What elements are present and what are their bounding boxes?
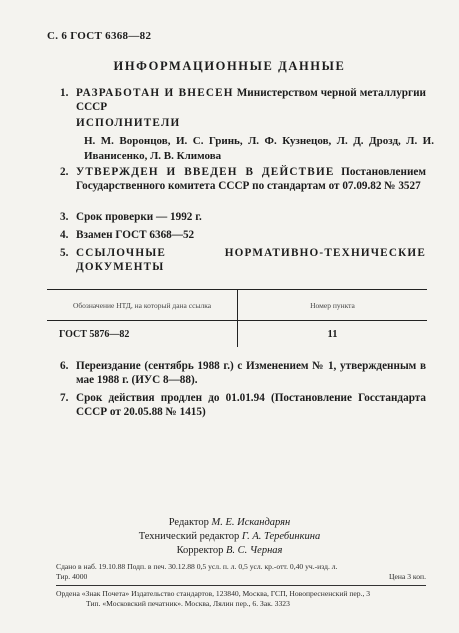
references-table bbox=[47, 289, 427, 347]
editor-line bbox=[0, 544, 459, 558]
imprint-line: Тип. «Московский печатник». Москва, Лялин пер., 6. Зак. 3323 bbox=[86, 598, 290, 608]
imprint-circulation: Тир. 4000 bbox=[56, 571, 88, 581]
imprint-divider bbox=[56, 585, 426, 586]
item-caps: РАЗРАБОТАН И ВНЕСЕН bbox=[76, 87, 234, 99]
item-number: 1. bbox=[60, 87, 69, 99]
item-caps: УТВЕРЖДЕН И ВВЕДЕН В ДЕЙСТВИЕ bbox=[76, 166, 335, 178]
item-number: 5. bbox=[60, 247, 69, 259]
editor-name: В. С. Черная bbox=[226, 545, 283, 556]
table-row bbox=[47, 321, 427, 348]
item-text bbox=[76, 165, 426, 193]
item-number: 7. bbox=[60, 392, 69, 404]
editor-name: Г. А. Теребинкина bbox=[241, 531, 321, 542]
item-caps: ССЫЛОЧНЫЕ НОРМАТИВНО-ТЕХНИЧЕСКИЕ ДОКУМЕНТЫ bbox=[76, 247, 426, 273]
imprint-print-data bbox=[56, 562, 426, 581]
column-header-document: Обозначение НТД, на который дана ссылка bbox=[47, 290, 238, 321]
item-body: Переиздание (сентябрь 1988 г.) с Изменением № 1, утвержденным в мае 1988 г. (ИУС 8—88). bbox=[76, 360, 426, 386]
item-number: 4. bbox=[60, 229, 69, 241]
imprint-line: Сдано в наб. 19.10.88 Подп. в печ. 30.12.88 0,5 усл. п. л. 0,5 усл. кр.-отт. 0,40 уч.-изд. л. bbox=[56, 562, 338, 571]
imprint-line bbox=[56, 572, 426, 582]
item-body: Срок действия продлен до 01.01.94 (Постановление Госстандарта СССР от 20.05.88 № 1415) bbox=[76, 392, 426, 418]
page-title: ИНФОРМАЦИОННЫЕ ДАННЫЕ bbox=[113, 59, 346, 73]
column-header-clause: Номер пункта bbox=[238, 290, 428, 321]
editors-block bbox=[0, 516, 459, 558]
item-body: Взамен ГОСТ 6368—52 bbox=[76, 229, 195, 241]
imprint-publisher bbox=[56, 589, 426, 608]
item-body: Постановлением Государственного комитета СССР по стандартам от 07.09.82 № 3527 bbox=[76, 166, 426, 192]
imprint-price: Цена 3 коп. bbox=[389, 571, 426, 581]
item-number: 3. bbox=[60, 211, 69, 223]
imprint-line: Ордена «Знак Почета» Издательство стандартов, 123840, Москва, ГСП, Новопресненский пер., 3 bbox=[56, 589, 371, 598]
item-number: 2. bbox=[60, 166, 69, 178]
performers-heading: ИСПОЛНИТЕЛИ bbox=[76, 117, 181, 129]
table-header-row bbox=[47, 290, 427, 321]
performers-list: Н. М. Воронцов, И. С. Гринь, Л. Ф. Кузнецов, Л. Д. Дрозд, Л. И. Иванисенко, Л. В. Климова bbox=[84, 135, 434, 162]
editor-role: Редактор bbox=[168, 517, 212, 528]
cell-document: ГОСТ 5876—82 bbox=[47, 321, 238, 348]
cell-clause: 11 bbox=[327, 328, 338, 340]
page-header: С. 6 ГОСТ 6368—82 bbox=[47, 30, 152, 42]
editor-name: М. Е. Искандарян bbox=[211, 517, 291, 528]
editor-line bbox=[0, 516, 459, 530]
editor-line bbox=[0, 530, 459, 544]
item-text bbox=[76, 86, 426, 114]
item-body: Срок проверки — 1992 г. bbox=[76, 211, 202, 223]
item-number: 6. bbox=[60, 360, 69, 372]
editor-role: Технический редактор bbox=[138, 531, 242, 542]
editor-role: Корректор bbox=[176, 545, 227, 556]
item-body: Министерством черной металлургии СССР bbox=[76, 87, 426, 113]
